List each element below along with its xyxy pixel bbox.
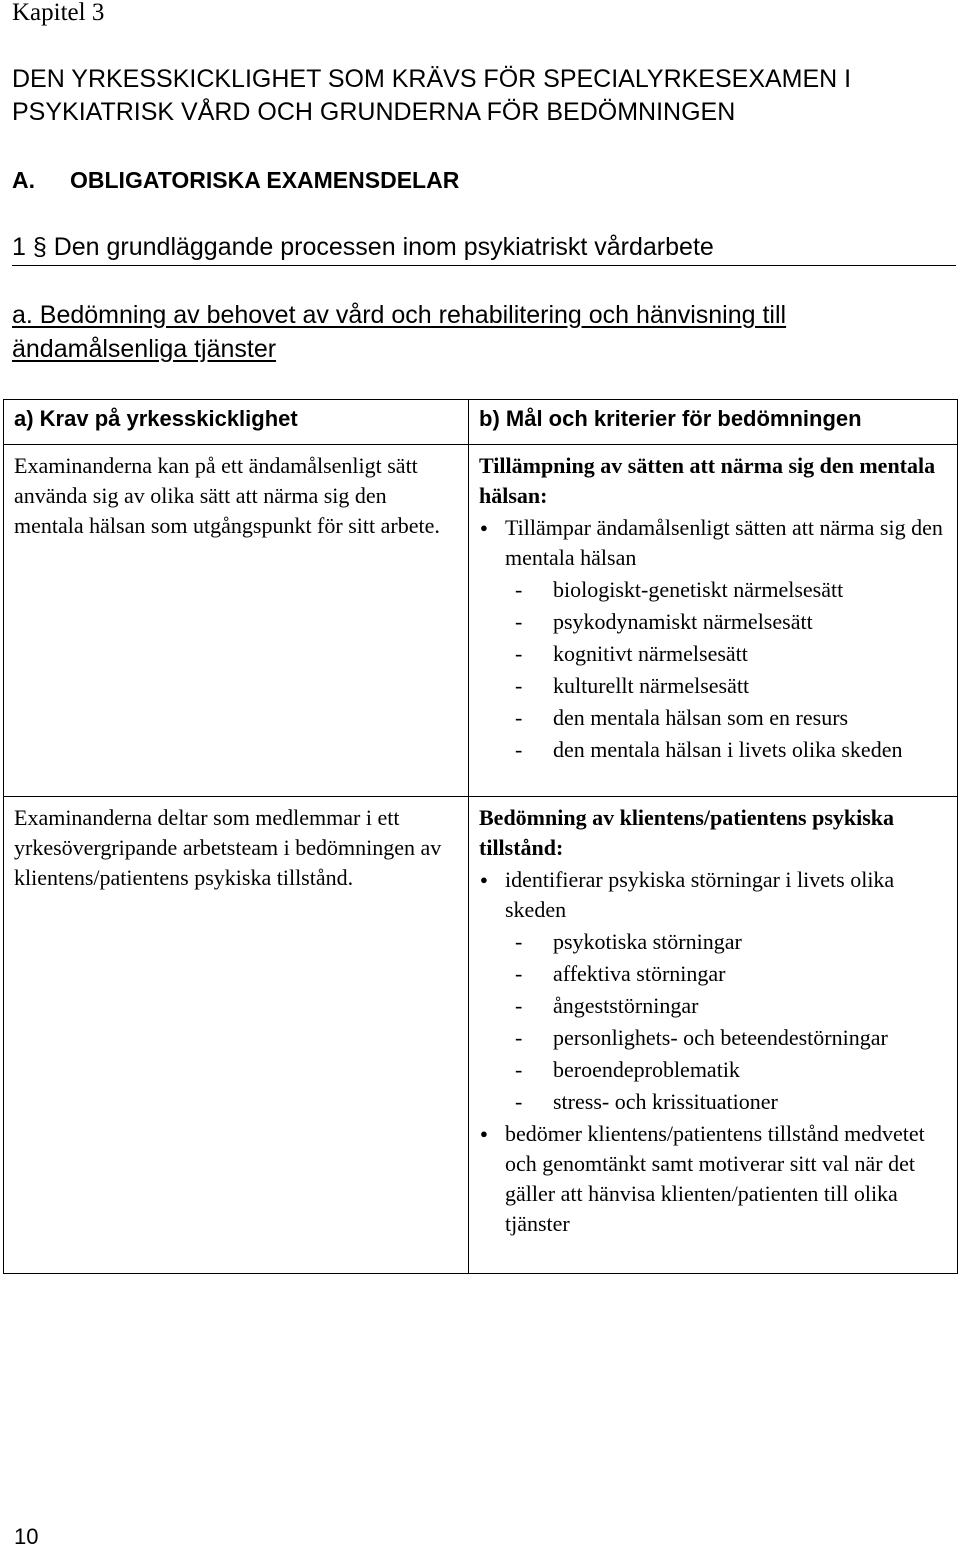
requirement-cell	[4, 445, 469, 797]
dash-text: den mentala hälsan som en resurs	[553, 705, 849, 730]
dash-text: personlighets- och beteendestörningar	[553, 1025, 888, 1050]
criteria-dash-item: - den mentala hälsan i livets olika skeden	[515, 737, 903, 762]
criteria-dash-item: - psykodynamiskt närmelsesätt	[515, 609, 813, 634]
table-row	[4, 445, 958, 797]
criteria-dash-item: - den mentala hälsan som en resurs	[515, 705, 849, 730]
requirement-text: Examinanderna deltar som medlemmar i ett yrkesövergripande arbetsteam i bedömningen av klientens/patientens psykiska tillstånd.	[14, 805, 442, 890]
criteria-heading: Tillämpning av sätten att närma sig den mentala hälsan:	[479, 453, 936, 508]
dash-text: psykotiska störningar	[553, 929, 742, 954]
criteria-dash-item: - personlighets- och beteendestörningar	[515, 1025, 888, 1050]
subsubsection-text: a. Bedömning av behovet av vård och rehabilitering och hänvisning till ändamålsenliga tjänster	[12, 301, 787, 363]
dash-text: kognitivt närmelsesätt	[553, 641, 748, 666]
criteria-bullet	[479, 865, 947, 925]
criteria-bullet	[479, 1119, 947, 1239]
dash-text: psykodynamiskt närmelsesätt	[553, 609, 813, 634]
dash-text: beroendeproblematik	[553, 1057, 740, 1082]
col-b-header: b) Mål och kriterier för bedömningen	[469, 400, 958, 445]
table-row	[4, 797, 958, 1274]
requirement-cell	[4, 797, 469, 1274]
requirement-text: Examinanderna kan på ett ändamålsenligt sätt använda sig av olika sätt att närma sig den mentala hälsan som utgångspunkt för sitt arbete.	[14, 453, 440, 538]
criteria-dash-item: - stress- och krissituationer	[515, 1089, 778, 1114]
table-header-row	[4, 400, 958, 445]
dash-text: affektiva störningar	[553, 961, 726, 986]
criteria-cell	[469, 797, 958, 1274]
section-heading	[12, 164, 459, 196]
criteria-dash-item: - biologiskt-genetiskt närmelsesätt	[515, 577, 844, 602]
dash-text: ångeststörningar	[553, 993, 699, 1018]
bullet-text: Tillämpar ändamålsenligt sätten att närma sig den mentala hälsan	[505, 515, 943, 570]
criteria-dash-item: - affektiva störningar	[515, 961, 726, 986]
chapter-label: Kapitel 3	[12, 0, 105, 26]
page-title: DEN YRKESSKICKLIGHET SOM KRÄVS FÖR SPECIALYRKESEXAMEN I PSYKIATRISK VÅRD OCH GRUNDERNA FÖR BEDÖMNINGEN	[12, 65, 852, 126]
bullet-text: bedömer klientens/patientens tillstånd medvetet och genomtänkt samt motiverar sitt val när det gäller att hänvisa klienten/patienten till olika tjänster	[505, 1121, 925, 1236]
criteria-cell	[469, 445, 958, 797]
page-number: 10	[14, 1524, 39, 1549]
subsection-heading: 1 § Den grundläggande processen inom psykiatriskt vårdarbete	[12, 230, 956, 266]
criteria-dash-item: - psykotiska störningar	[515, 929, 742, 954]
col-a-header: a) Krav på yrkesskicklighet	[4, 400, 469, 445]
criteria-bullet	[479, 513, 947, 573]
bullet-text: identifierar psykiska störningar i livets olika skeden	[505, 867, 895, 922]
dash-text: den mentala hälsan i livets olika skeden	[553, 737, 903, 762]
criteria-dash-item: - beroendeproblematik	[515, 1057, 740, 1082]
criteria-heading: Bedömning av klientens/patientens psykiska tillstånd:	[479, 805, 895, 860]
subsubsection-heading	[12, 298, 942, 366]
section-number: A.	[12, 167, 35, 193]
criteria-dash-item: - kognitivt närmelsesätt	[515, 641, 748, 666]
section-label: OBLIGATORISKA EXAMENSDELAR	[70, 167, 460, 193]
criteria-table	[3, 399, 958, 1274]
dash-text: stress- och krissituationer	[553, 1089, 778, 1114]
dash-text: kulturellt närmelsesätt	[553, 673, 750, 698]
criteria-dash-item: - kulturellt närmelsesätt	[515, 673, 750, 698]
dash-text: biologiskt-genetiskt närmelsesätt	[553, 577, 844, 602]
criteria-dash-item: - ångeststörningar	[515, 993, 699, 1018]
